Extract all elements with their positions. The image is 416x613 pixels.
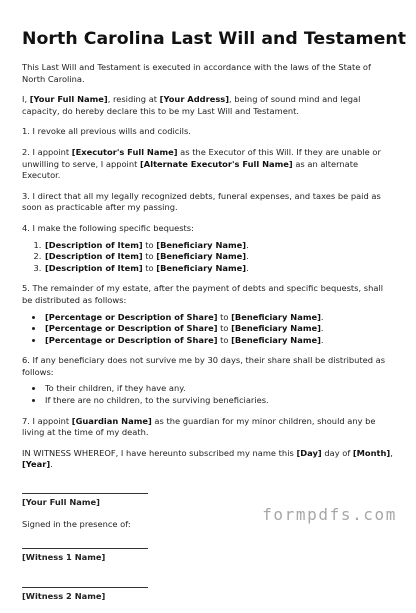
witness1-signature-line xyxy=(22,535,148,549)
intro-paragraph: This Last Will and Testament is executed in accordance with the laws of the State of North Carolina. xyxy=(22,62,371,84)
bequest-to: to xyxy=(142,251,157,262)
residue-item xyxy=(44,312,394,324)
testator-signature-label: [Your Full Name] xyxy=(22,497,100,508)
presence-text: Signed in the presence of: xyxy=(22,519,131,530)
clause-survival: 6. If any beneficiary does not survive me by 30 days, their share shall be distributed as follows: xyxy=(22,355,386,377)
clause2-suffix: as an alternate Executor. xyxy=(22,158,359,181)
clause-executor xyxy=(22,147,394,182)
testator-signature-line xyxy=(22,480,148,494)
declaration-suffix: , being of sound mind and legal capacity, do hereby declare this to be my Last Will and Testament. xyxy=(22,94,361,116)
bequest-beneficiary-field: [Beneficiary Name] xyxy=(156,262,247,273)
survival-item: • To their children, if they have any. xyxy=(44,383,394,395)
testator-name-field: [Your Full Name] xyxy=(29,94,108,105)
bequest-end: . xyxy=(246,251,249,262)
bequest-item-field: [Description of Item] xyxy=(45,262,143,273)
bequest-to: to xyxy=(142,262,157,273)
clause2-prefix: 2. I appoint xyxy=(22,146,72,157)
day-field: [Day] xyxy=(296,447,322,458)
bequest-end: . xyxy=(246,239,249,250)
share-end: . xyxy=(320,334,324,345)
document-title: North Carolina Last Will and Testament xyxy=(22,29,407,49)
bequest-list xyxy=(22,240,394,275)
clause-revocation: 1. I revoke all previous wills and codicils. xyxy=(22,126,191,137)
share-field: [Percentage or Description of Share] xyxy=(45,334,218,345)
share-beneficiary-field: [Beneficiary Name] xyxy=(231,334,321,345)
month-field: [Month] xyxy=(352,447,391,458)
share-end: . xyxy=(320,311,324,322)
residue-list xyxy=(22,312,394,347)
bequest-beneficiary-field: [Beneficiary Name] xyxy=(156,239,247,250)
bequest-item xyxy=(44,251,394,263)
share-beneficiary-field: [Beneficiary Name] xyxy=(231,311,321,322)
witness-mid: day of xyxy=(321,447,353,458)
year-field: [Year] xyxy=(22,459,51,470)
bequest-item xyxy=(44,240,394,252)
witness2-signature-label: [Witness 2 Name] xyxy=(22,590,106,601)
bequest-item-field: [Description of Item] xyxy=(45,239,143,250)
declaration-prefix: I, xyxy=(22,94,30,105)
share-field: [Percentage or Description of Share] xyxy=(45,323,218,334)
witness-comma: , xyxy=(390,447,393,458)
witness1-signature-label: [Witness 1 Name] xyxy=(22,551,106,562)
share-beneficiary-field: [Beneficiary Name] xyxy=(231,323,321,334)
residue-item xyxy=(44,323,394,335)
clause7-prefix: 7. I appoint xyxy=(22,415,72,426)
witness-end: . xyxy=(50,459,53,470)
executor-name-field: [Executor's Full Name] xyxy=(71,146,178,157)
witness2-signature-line xyxy=(22,574,148,588)
formpdfs-watermark: formpdfs.com xyxy=(262,505,397,524)
share-to: to xyxy=(217,334,232,345)
clause7-suffix: as the guardian for my minor children, should any be living at the time of my death. xyxy=(22,415,376,438)
witness-clause xyxy=(22,448,394,471)
share-to: to xyxy=(217,323,232,334)
guardian-name-field: [Guardian Name] xyxy=(71,415,152,426)
alternate-executor-field: [Alternate Executor's Full Name] xyxy=(140,158,293,169)
clause2-mid: as the Executor of this Will. If they are unable or unwilling to serve, I appoint xyxy=(22,146,381,169)
clause-debts: 3. I direct that all my legally recognized debts, funeral expenses, and taxes be paid as soon as practicable after my passing. xyxy=(22,190,381,213)
clause-residue: 5. The remainder of my estate, after the payment of debts and specific bequests, shall be distributed as follows: xyxy=(22,283,384,305)
bequest-item-field: [Description of Item] xyxy=(45,251,143,262)
survival-item: • If there are no children, to the surviving beneficiaries. xyxy=(44,395,394,407)
testator-address-field: [Your Address] xyxy=(159,94,229,105)
share-end: . xyxy=(320,323,324,334)
bequest-to: to xyxy=(142,239,157,250)
bequest-end: . xyxy=(246,262,249,273)
bequest-item xyxy=(44,263,394,275)
share-field: [Percentage or Description of Share] xyxy=(45,311,218,322)
clause-bequests: 4. I make the following specific bequests: xyxy=(22,222,194,233)
witness-prefix: IN WITNESS WHEREOF, I have hereunto subscribed my name this xyxy=(22,447,297,458)
declaration-mid: , residing at xyxy=(107,94,160,105)
survival-list xyxy=(22,383,394,406)
residue-item xyxy=(44,335,394,347)
share-to: to xyxy=(217,311,232,322)
declaration-paragraph xyxy=(22,94,394,117)
will-document xyxy=(22,29,407,613)
clause-guardian xyxy=(22,416,394,439)
bequest-beneficiary-field: [Beneficiary Name] xyxy=(156,251,247,262)
